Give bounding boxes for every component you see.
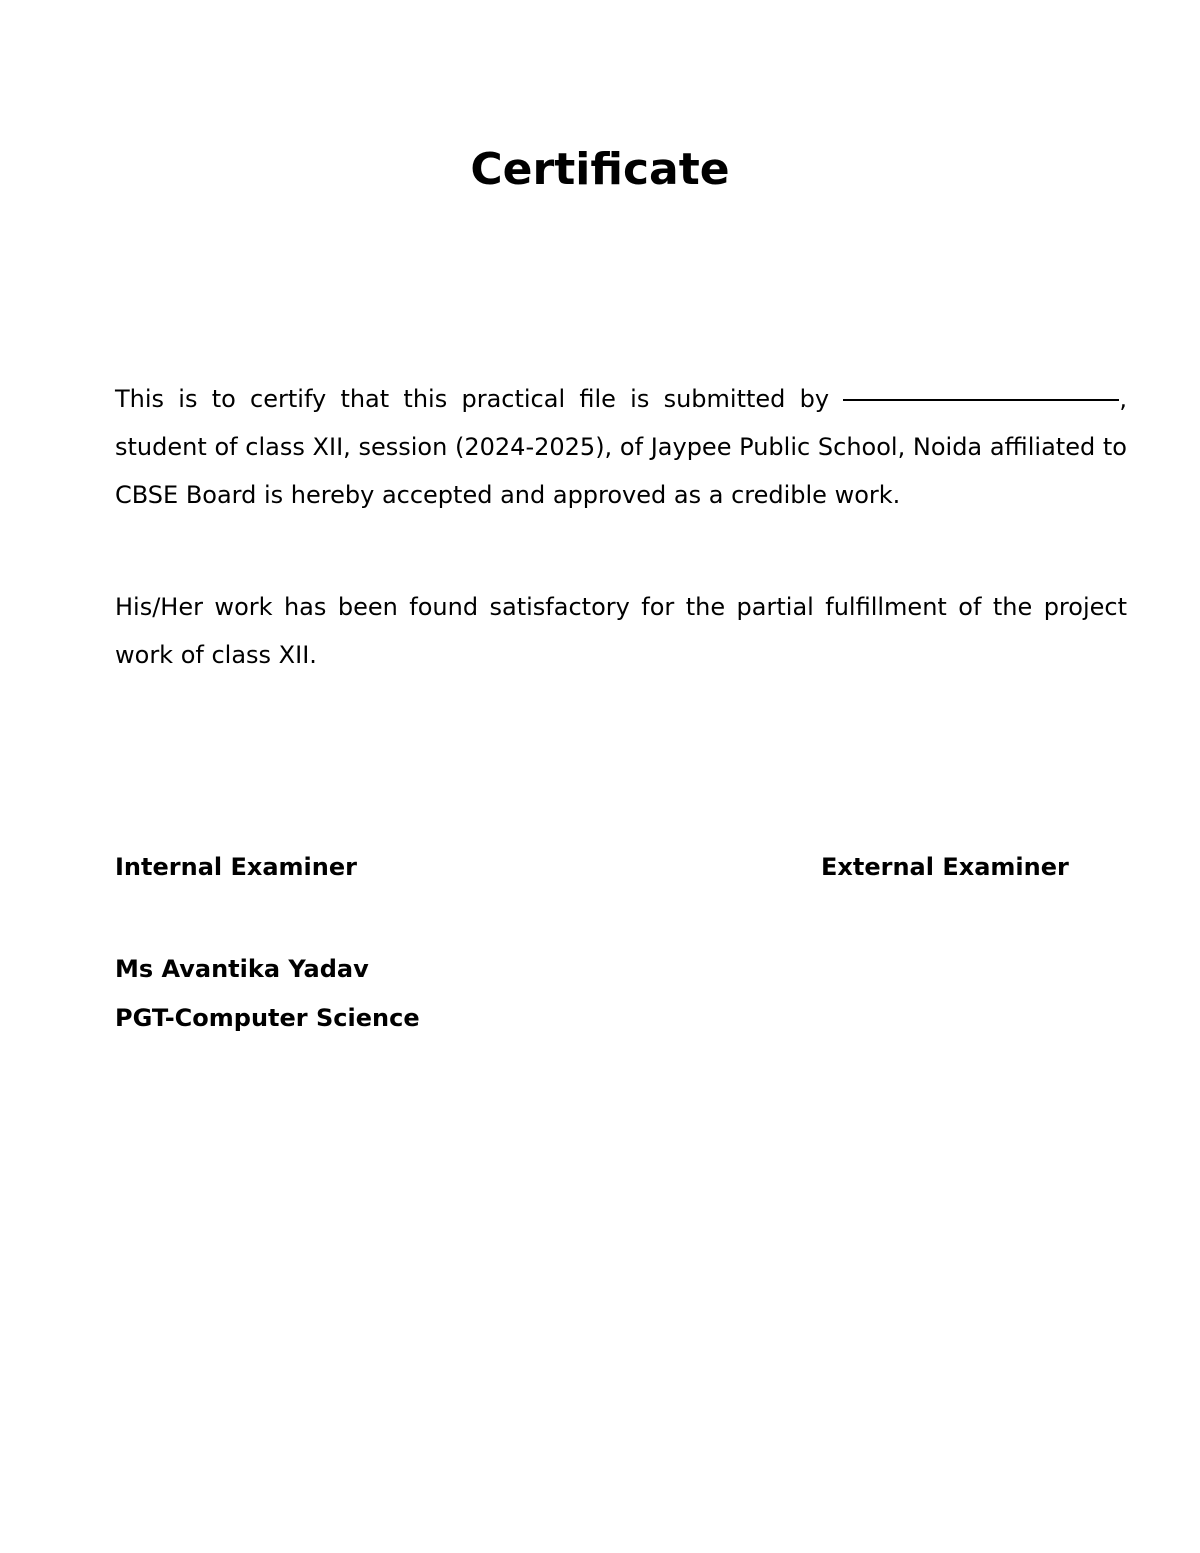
certification-text-end: , student of class XII, session (2024-2025), of Jaypee Public School, Noida affiliated to CBSE Board is hereby accepted and approved as a credible work. [115,385,1127,509]
external-examiner-label: External Examiner [821,853,1069,881]
certification-text-start: This is to certify that this practical file is submitted by [115,385,830,413]
certification-paragraph [115,375,1127,519]
teacher-name: Ms Avantika Yadav [115,955,369,983]
internal-examiner-label: Internal Examiner [115,853,357,881]
satisfaction-paragraph: His/Her work has been found satisfactory for the partial fulfillment of the project work of class XII. [115,593,1127,669]
student-name-blank [843,373,1119,401]
teacher-designation: PGT-Computer Science [115,1004,420,1032]
page-title: Certificate [470,144,730,195]
